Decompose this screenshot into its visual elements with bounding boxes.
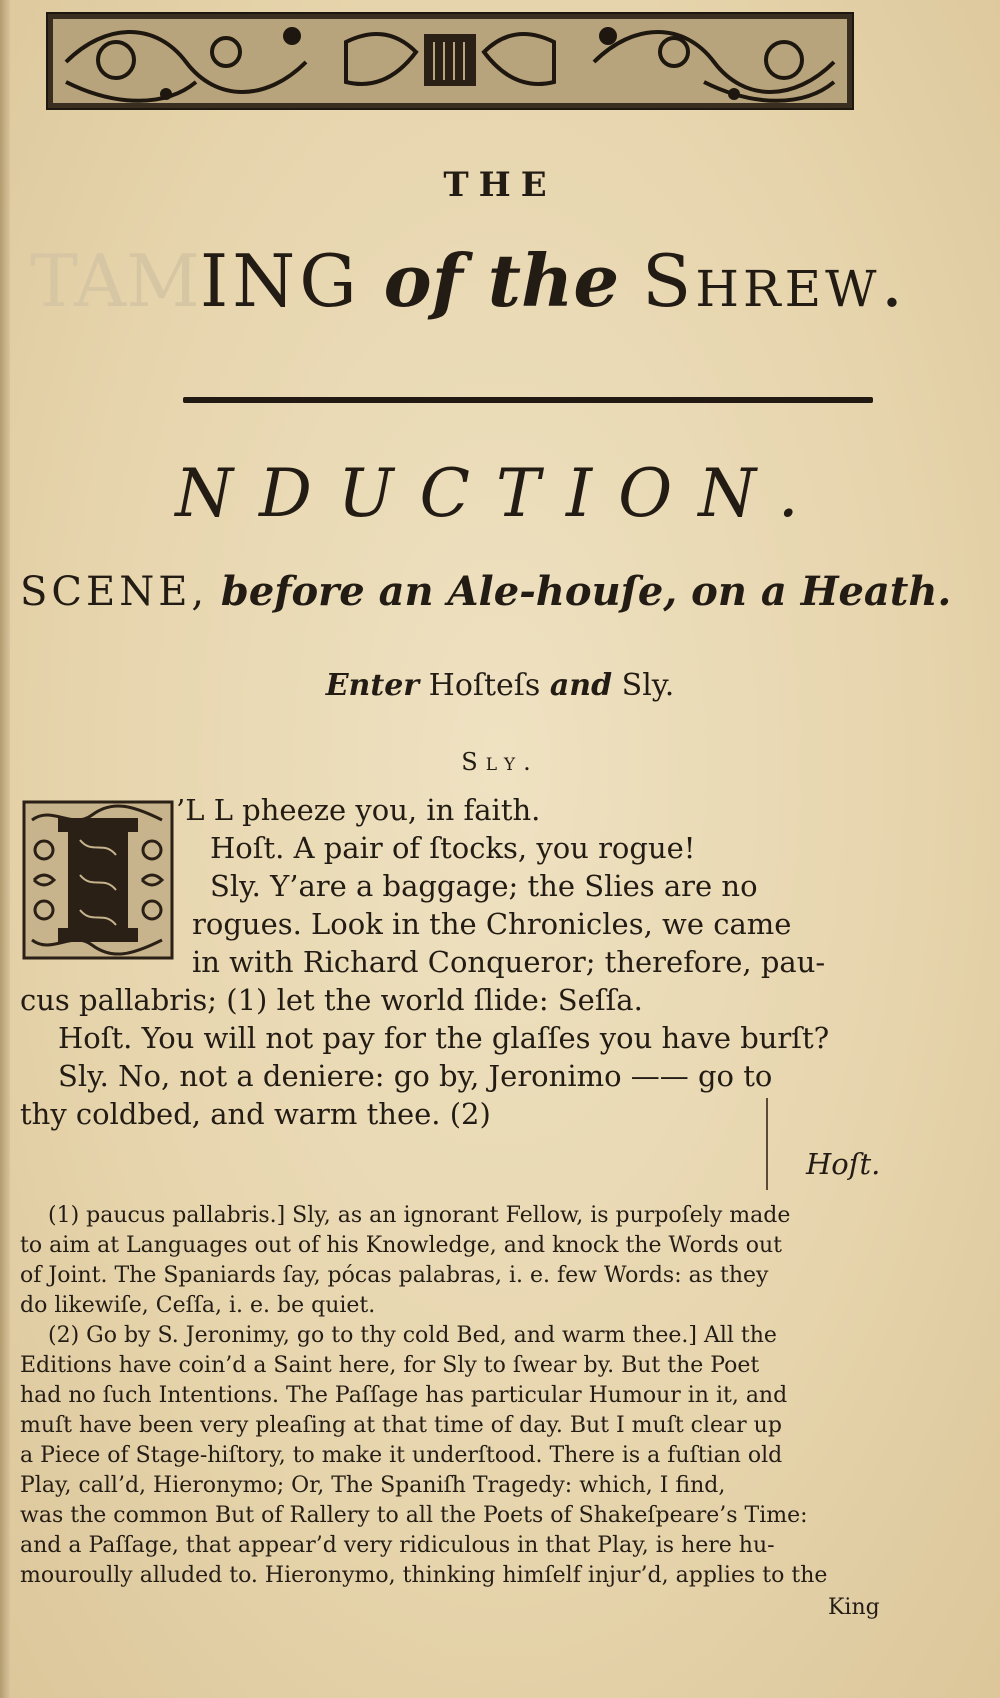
character-sly: Sly.	[621, 668, 675, 703]
footnote-line: was the common But of Rallery to all the Poets of Shakeſpeare’s Time:	[20, 1503, 808, 1528]
speaker-name: Sly.	[461, 748, 539, 776]
ornamented-initial-icon	[22, 800, 174, 960]
body-line: Hoſt. You will not pay for the glaſſes you have burſt?	[58, 1021, 830, 1055]
play-title	[30, 238, 908, 323]
catchword-bottom: King	[828, 1595, 880, 1620]
title-word-shrew: Shrew.	[642, 239, 908, 323]
margin-bracket	[766, 1098, 776, 1190]
body-line: cus pallabris; (1) let the world ſlide: Seſſa.	[20, 983, 643, 1017]
decorative-headpiece-icon	[46, 12, 854, 110]
body-line: Sly. No, not a deniere: go by, Jeronimo —— go to	[58, 1059, 773, 1093]
footnote-line: of Joint. The Spaniards ſay, pócas palabras, i. e. few Words: as they	[20, 1263, 769, 1288]
footnote-line: to aim at Languages out of his Knowledge, and knock the Words out	[20, 1233, 782, 1258]
section-heading-induction: NDUCTION.	[175, 455, 825, 532]
footnote-line: Editions have coin’d a Saint here, for Sly to ſwear by. But the Poet	[20, 1353, 760, 1378]
footnote-line: mouroully alluded to. Hieronymo, thinking himſelf injur’d, applies to the	[20, 1563, 828, 1588]
footnote-line: a Piece of Stage-hiſtory, to make it underſtood. There is a fuſtian old	[20, 1443, 783, 1468]
scene-label: SCENE,	[20, 569, 209, 615]
binding-edge	[0, 0, 10, 1698]
title-word-taming: ING	[199, 239, 361, 323]
and-word: and	[549, 668, 613, 703]
body-line: in with Richard Conqueror; therefore, pau-	[192, 945, 826, 979]
title-word-of-the: of the	[383, 238, 620, 323]
footnote-line: do likewiſe, Ceſſa, i. e. be quiet.	[20, 1293, 376, 1318]
body-line: Hoſt. A pair of ſtocks, you rogue!	[210, 831, 696, 865]
body-line: ’L L pheeze you, in faith.	[176, 793, 541, 827]
body-line: rogues. Look in the Chronicles, we came	[192, 907, 792, 941]
footnote-line: muſt have been very pleaſing at that time of day. But I muſt clear up	[20, 1413, 782, 1438]
enter-word: Enter	[325, 668, 420, 703]
title-article: THE	[443, 165, 557, 205]
character-hostess: Hoſteſs	[428, 668, 541, 703]
body-line: thy coldbed, and warm thee. (2)	[20, 1097, 491, 1131]
title-faded-letters: TAM	[30, 239, 200, 323]
scene-heading	[20, 568, 952, 615]
footnote-line: (2) Go by S. Jeronimy, go to thy cold Bed, and warm thee.] All the	[48, 1323, 777, 1348]
footnote-line: (1) paucus pallabris.] Sly, as an ignorant Fellow, is purpoſely made	[48, 1203, 791, 1228]
title-rule	[183, 397, 873, 403]
body-line: Sly. Y’are a baggage; the Slies are no	[210, 869, 758, 903]
footnote-line: and a Paſſage, that appear’d very ridiculous in that Play, is here hu-	[20, 1533, 775, 1558]
stage-direction	[0, 668, 1000, 703]
scene-description: before an Ale-houſe, on a Heath.	[220, 568, 952, 615]
footnote-line: Play, call’d, Hieronymo; Or, The Spaniſh Tragedy: which, I find,	[20, 1473, 726, 1498]
footnote-line: had no ſuch Intentions. The Paſſage has particular Humour in it, and	[20, 1383, 788, 1408]
catchword-top: Hoſt.	[806, 1147, 881, 1181]
